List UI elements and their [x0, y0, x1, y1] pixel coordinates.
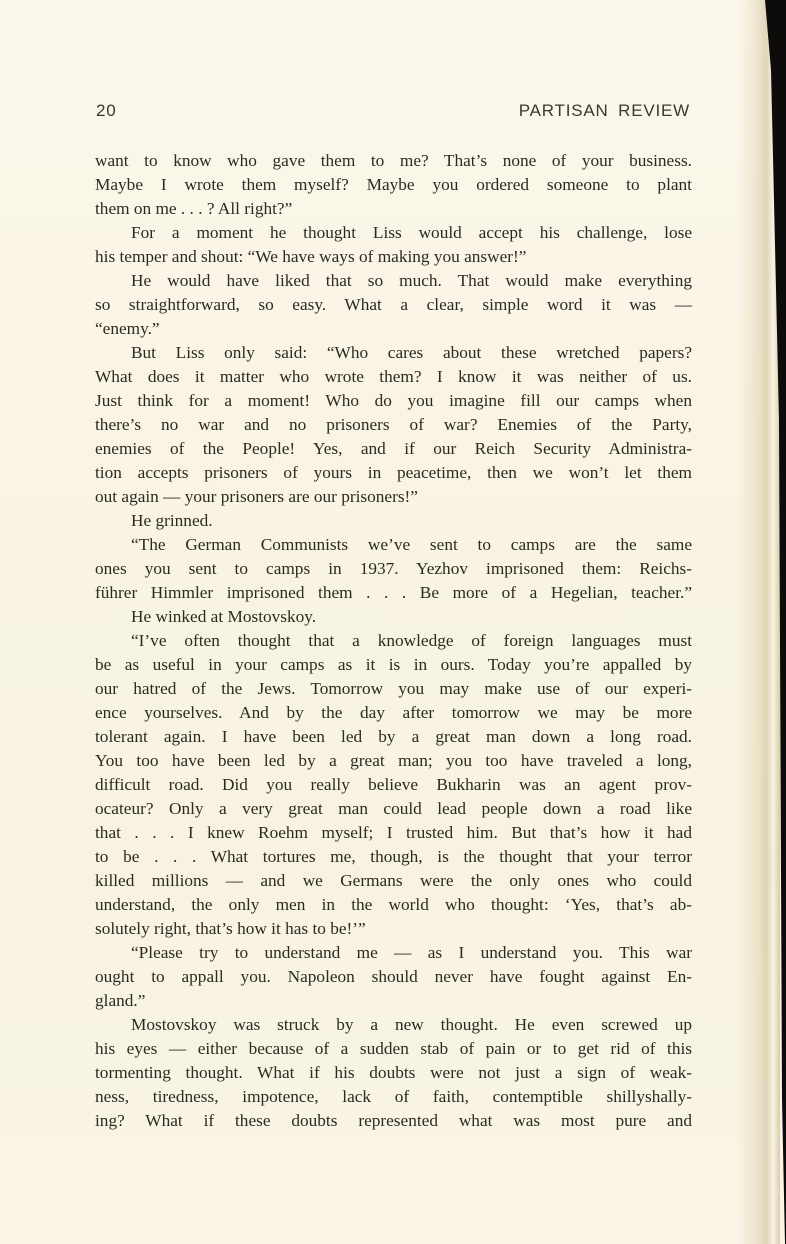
paragraph	[95, 509, 692, 533]
text-line: ing? What if these doubts represented what was most pure and	[95, 1111, 692, 1130]
text-line: his temper and shout: “We have ways of making you answer!”	[95, 247, 527, 266]
text-line: What does it matter who wrote them? I know it was neither of us.	[95, 367, 692, 386]
text-line: his eyes — either because of a sudden stab of pain or to get rid of this	[95, 1039, 692, 1058]
text-line: For a moment he thought Liss would accept his challenge, lose	[131, 223, 692, 242]
text-line: so straightforward, so easy. What a clear, simple word it was —	[95, 295, 692, 314]
text-line: Maybe I wrote them myself? Maybe you ordered someone to plant	[95, 175, 692, 194]
text-line: there’s no war and no prisoners of war? Enemies of the Party,	[95, 415, 692, 434]
running-head	[96, 101, 690, 121]
journal-title: PARTISAN REVIEW	[518, 101, 690, 120]
paragraph	[95, 605, 692, 629]
text-line: ness, tiredness, impotence, lack of faith, contemptible shillyshally-	[95, 1087, 692, 1106]
text-line: ence yourselves. And by the day after tomorrow we may be more	[95, 703, 692, 722]
text-line: führer Himmler imprisoned them . . . Be more of a Hegelian, teacher.”	[95, 583, 692, 602]
text-line: them on me . . . ? All right?”	[95, 199, 293, 218]
text-line: He winked at Mostovskoy.	[131, 607, 317, 626]
text-line: understand, the only men in the world who thought: ‘Yes, that’s ab-	[95, 895, 692, 914]
text-line: tormenting thought. What if his doubts were not just a sign of weak-	[95, 1063, 692, 1082]
text-line: that . . . I knew Roehm myself; I trusted him. But that’s how it had	[95, 823, 692, 842]
text-line: “enemy.”	[95, 319, 160, 338]
paragraph	[95, 941, 692, 1013]
text-line: killed millions — and we Germans were the only ones who could	[95, 871, 692, 890]
text-line: Mostovskoy was struck by a new thought. He even screwed up	[131, 1015, 692, 1034]
text-line: want to know who gave them to me? That’s none of your business.	[95, 151, 692, 170]
page-edge-shadow	[738, 0, 780, 1244]
text-line: out again — your prisoners are our prisoners!”	[95, 487, 418, 506]
text-line: ocateur? Only a very great man could lead people down a road like	[95, 799, 692, 818]
text-line: You too have been led by a great man; you too have traveled a long,	[95, 751, 692, 770]
paragraph	[95, 269, 692, 341]
text-line: He would have liked that so much. That would make everything	[131, 271, 692, 290]
text-line: Just think for a moment! Who do you imagine fill our camps when	[95, 391, 692, 410]
text-line: “The German Communists we’ve sent to camps are the same	[131, 535, 692, 554]
paragraph	[95, 149, 692, 221]
page-number: 20	[96, 101, 117, 120]
text-line: But Liss only said: “Who cares about these wretched papers?	[131, 343, 692, 362]
text-line: “Please try to understand me — as I understand you. This war	[131, 943, 692, 962]
paragraph	[95, 341, 692, 509]
text-line: ones you sent to camps in 1937. Yezhov imprisoned them: Reichs-	[95, 559, 692, 578]
text-line: He grinned.	[131, 511, 213, 530]
text-line: tion accepts prisoners of yours in peacetime, then we won’t let them	[95, 463, 692, 482]
text-line: ought to appall you. Napoleon should never have fought against En-	[95, 967, 692, 986]
paragraph	[95, 533, 692, 605]
text-line: tolerant again. I have been led by a great man down a long road.	[95, 727, 692, 746]
paragraph	[95, 1013, 692, 1133]
text-line: enemies of the People! Yes, and if our Reich Security Administra-	[95, 439, 692, 458]
text-line: solutely right, that’s how it has to be!’”	[95, 919, 366, 938]
text-line: be as useful in your camps as it is in ours. Today you’re appalled by	[95, 655, 692, 674]
photo-background-edge	[758, 0, 786, 1244]
paragraph	[95, 629, 692, 941]
paragraph	[95, 221, 692, 269]
text-line: our hatred of the Jews. Tomorrow you may make use of our experi-	[95, 679, 692, 698]
text-line: “I’ve often thought that a knowledge of foreign languages must	[131, 631, 692, 650]
text-line: difficult road. Did you really believe Bukharin was an agent prov-	[95, 775, 692, 794]
text-line: to be . . . What tortures me, though, is the thought that your terror	[95, 847, 692, 866]
body-text	[95, 149, 692, 1133]
text-line: gland.”	[95, 991, 146, 1010]
